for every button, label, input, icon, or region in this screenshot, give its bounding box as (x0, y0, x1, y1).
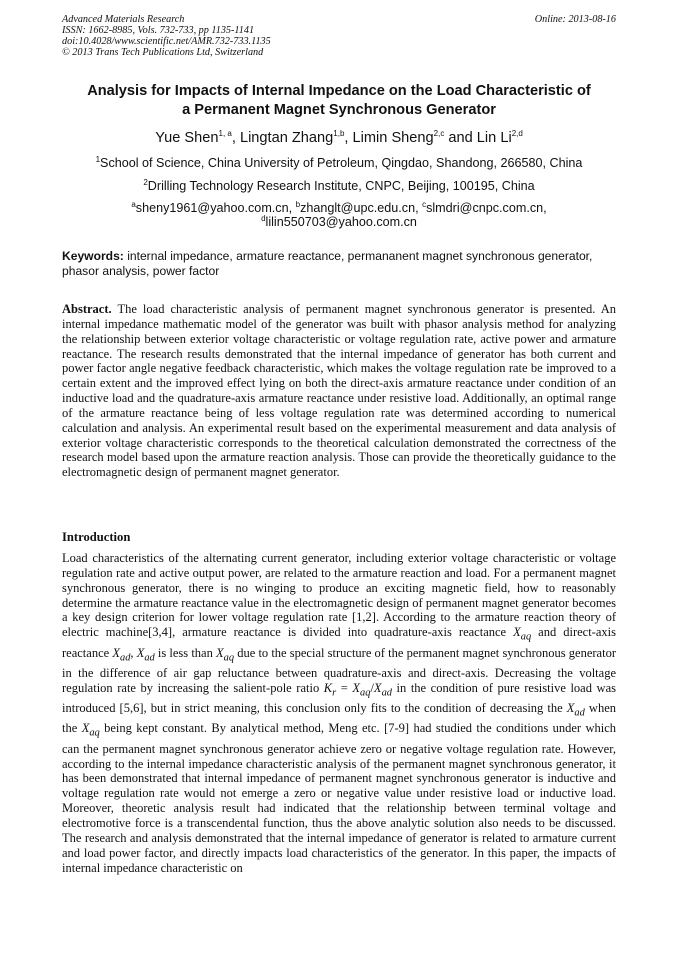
section-heading-introduction: Introduction (62, 530, 131, 544)
email-c[interactable]: slmdri@cnpc.com.cn, (426, 201, 547, 215)
author-sup: 1,b (333, 129, 345, 139)
abstract-label: Abstract. (62, 302, 112, 316)
affiliation-sup: 1 (95, 154, 101, 164)
intro-text: , (130, 645, 137, 660)
abstract-text: The load characteristic analysis of permanent magnet synchronous generator is presented. An internal impedance mathematic model of the generator was built with phasor analysis method for analyzing the relationship between exterior voltage characteristic or voltage regulation rate, active power and armature reactance. The research results demonstrated that the internal impedance of generator has both current and power factor angle negative feedback characteristic, which makes the voltage regulation rate be improved to a certain extent and the improved effect lying on both the direct-axis armature reactance under condition of an inductive load and the quadrature-axis armature reactance under resistive load. Additionally, an optimal range of the armature reactance being of less voltage regulation rate was determined according to numerical calculation and analysis. An experimental result based on the experimental measurement and data analysis of exterior voltage characteristic corresponds to the theoretical calculation demonstrated the correctness of the research model based upon the armature reaction analysis. Those can provide the theoretically guidance to the electromagnetic design of permanent magnet generator. (62, 302, 616, 480)
author-sep: , (344, 130, 353, 146)
email-sup: a (131, 199, 136, 209)
intro-text: Load characteristics of the alternating current generator, including exterior voltage characteristic or voltage regulation rate and active output power, are related to the armature reaction and load. For a permanent magnet synchronous generator, there is no winging to produce an exciting magnetic field, how to reasonably determine the armature reactance value in the electromagnetic design of permanent magnet generator becomes a key design criterion for lower voltage regulation rate [1,2]. According to the armature reaction theory of electric machine[3,4], armature reactance is divided into quadrature-axis reactance (62, 551, 616, 640)
math-symbol: X (136, 645, 145, 660)
affiliation-sup: 2 (143, 177, 148, 187)
online-date: Online: 2013-08-16 (534, 14, 616, 25)
author-sup: 2,c (433, 129, 445, 139)
affiliation-text: School of Science, China University of Petroleum, Qingdao, Shandong, 266580, China (100, 156, 583, 170)
email-d[interactable]: lilin550703@yahoo.com.cn (265, 215, 417, 229)
math-symbol: X (112, 645, 120, 660)
author-name: Lingtan Zhang (239, 130, 334, 146)
author-name: Yue Shen (155, 130, 219, 146)
intro-text: when the (62, 701, 617, 736)
keywords-text: internal impedance, armature reactance, permananent magnet synchronous generator, phasor analysis, power factor (62, 249, 593, 278)
author-sep: and (444, 130, 477, 146)
math-subscript: aq (89, 727, 100, 739)
email-line-1 (40, 201, 638, 216)
math-symbol: X (373, 680, 382, 695)
issn-line: ISSN: 1662-8985, Vols. 732-733, pp 1135-1141 (62, 25, 255, 36)
doi-line[interactable]: doi:10.4028/www.scientific.net/AMR.732-733.1135 (62, 36, 271, 47)
email-line-2 (40, 215, 638, 230)
math-symbol: X (352, 680, 361, 695)
journal-meta (62, 14, 271, 58)
math-subscript: ad (574, 707, 585, 719)
math-subscript: aq (360, 687, 371, 699)
math-symbol: X (566, 701, 575, 716)
author-name: Lin Li (476, 130, 512, 146)
paper-title (48, 82, 630, 120)
title-line-1: Analysis for Impacts of Internal Impedance on the Load Characteristic of (87, 83, 591, 99)
author-sup: 2,d (511, 129, 523, 139)
abstract (62, 302, 616, 480)
affiliation-1 (40, 156, 638, 171)
math-subscript: r (332, 687, 337, 699)
affiliation-2 (40, 179, 638, 194)
introduction-paragraph (62, 551, 616, 875)
affiliation-text: Drilling Technology Research Institute, CNPC, Beijing, 100195, China (147, 179, 535, 193)
intro-text: being kept constant. By analytical method, Meng etc. [7-9] had studied the conditions under which can the permanent magnet synchronous generator achieve zero or negative voltage regulation rate. However, according to the internal impedance characteristic analysis of the permanent magnet synchronous generator, it has been demonstrated that internal impedance of permanent magnet synchronous generator is inductive and voltage regulation rate would not emerge a zero or negative value under resistive load or inductive load. Moreover, theoretic analysis result had indicated that the relationship between terminal voltage and electromotive force is a transcendental function, thus the above analytic solution also needs to be discussed. The research and analysis demonstrated that the internal impedance of generator is related to armature current and load power factor, and directly impacts load characteristics of the generator. In this paper, the impacts of internal impedance characteristic on (62, 721, 616, 875)
author-name: Limin Sheng (352, 130, 434, 146)
intro-text: in the condition of pure resistive load was introduced [5,6], but in strict meaning, this conclusion only fits to the condition of decreasing the (62, 680, 616, 716)
email-sup: d (261, 213, 266, 223)
author-list (40, 129, 638, 147)
math-subscript: ad (144, 652, 155, 664)
math-symbol: K (323, 680, 333, 695)
math-subscript: aq (223, 652, 235, 664)
math-operator: / (370, 680, 374, 695)
math-subscript: ad (381, 687, 392, 699)
math-symbol: X (81, 721, 90, 736)
keywords (62, 249, 618, 278)
title-line-2: a Permanent Magnet Synchronous Generator (182, 102, 496, 118)
intro-text: is less than (154, 645, 217, 660)
author-sup: 1, a (218, 129, 232, 139)
intro-text: and direct-axis reactance (62, 625, 616, 660)
math-operator: = (336, 680, 353, 695)
journal-name: Advanced Materials Research (62, 14, 185, 25)
intro-text: due to the special structure of the permanent magnet synchronous generator in the difference of air gap reluctance between quadrature-axis and direct-axis. Decreasing the voltage regulation rate by increasing the salient-pole ratio (62, 645, 616, 695)
math-subscript: ad (119, 652, 131, 664)
author-sep: , (231, 130, 240, 146)
email-b[interactable]: zhanglt@upc.edu.cn, (300, 201, 423, 215)
copyright-line: © 2013 Trans Tech Publications Ltd, Switzerland (62, 47, 264, 58)
email-sup: c (422, 199, 427, 209)
math-symbol: X (216, 645, 224, 660)
math-subscript: aq (520, 631, 532, 643)
math-symbol: X (513, 625, 521, 640)
email-a[interactable]: sheny1961@yahoo.com.cn, (135, 201, 296, 215)
keywords-label: Keywords: (62, 249, 124, 263)
email-sup: b (295, 199, 301, 209)
